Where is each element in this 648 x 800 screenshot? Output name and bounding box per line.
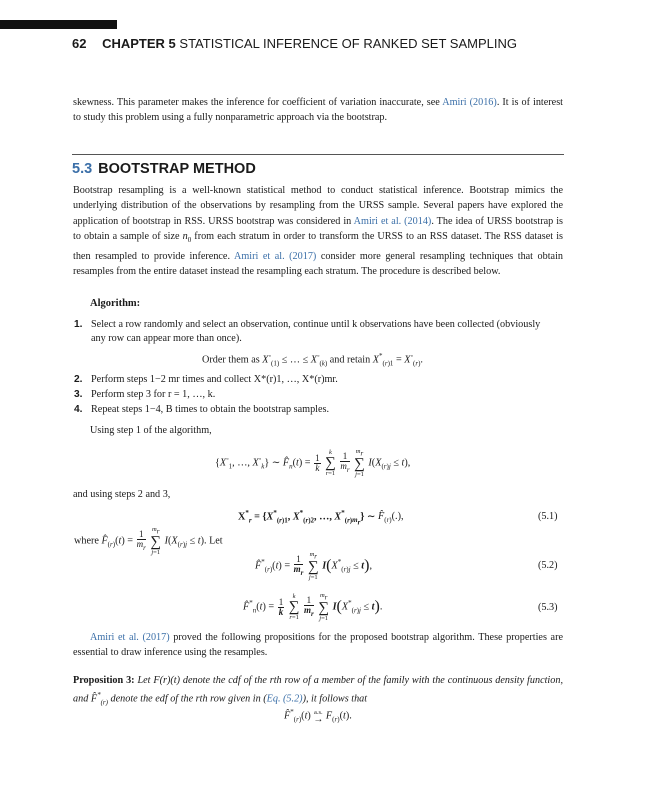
equation-5-1: $X^*_r = \{X^*_{(r)1}$, $X^*_{(r)2}$, …, $X^*_{(r)m_r}$} ∼ $F̂_{(r)}(.)$, [238,509,404,527]
chapter-label: CHAPTER 5 [102,36,176,51]
para1-text: Bootstrap resampling is a well-known statistical method to conduct statistical inference. Bootstrap mimics the underlying distribution of the observations by resampling from the URSS sample. Several papers have explored the application of bootstrap in RSS. URSS bootstrap was considered in [73,185,563,227]
retain-text: and retain [329,354,371,366]
propositions-paragraph [73,630,563,661]
proposition-3: Proposition 3: Let F(r)(t) denote the cdf of the rth row of a member of the family with the continuous density function, and $F̂^*_{(r)}$ denote the edf of the rth row given in (Eq. (5.2)), it follows that [73,675,563,707]
let-text: . Let [203,535,223,547]
proposition-text: denote the edf of the rth row given in ( [107,693,267,705]
section-heading [72,161,256,177]
para2-text: proved the following propositions for the proposed bootstrap algorithm. These properties are essential to draw inference using the resamples. [73,632,563,659]
step-text: Perform step 3 for r = 1, …, k. [91,389,216,400]
para1-text: from each stratum in order to transform the URSS to an RSS dataset. The RSS dataset is then resampled to provide inference. [73,231,563,262]
algorithm-step [74,373,544,387]
proposition-label: Proposition 3: [73,675,135,686]
proposition-text: ), it follows that [302,693,368,705]
order-equation: Order them as $X^◦_{(1)}$ ≤ … ≤ $X^◦_{(k)}$ and retain $X^*_{(r)1} = X^◦_{(r)}$. [202,352,423,368]
bootstrap-paragraph: Bootstrap resampling is a well-known statistical method to conduct statistical inference. Bootstrap mimics the underlying distribution of the observations by resampling from the URSS sample. Several papers have explored the application of bootstrap in RSS. URSS bootstrap was considered in Amiri et al. (2014). The idea of URSS bootstrap is to obtain a sample of size $n_0$ from each stratum in order to transform the URSS to an RSS dataset. The RSS dataset is then resampled to provide inference. Amiri et al. (2017) consider more general resampling techniques that obtain resamples from the entire dataset instead the resampling each stratum. The procedure is described below. [73,185,564,278]
equation-empirical-cdf: {$X^◦_1$, …, $X^◦_k$} ∼ $F̂_n(t)$ = $\frac{1}{k}$ k ∑ r=1 $\frac{1}{m_r}$ $m_r$ ∑ j=1 $I(X_{(r)j} \le t)$, [215,448,411,479]
convergence-equation: $F̂^*_{(r)}(t)$ a.s. → $F_{(r)}(t)$. [284,708,352,726]
step-number: 1. [74,319,83,330]
para1-text: . The idea of URSS bootstrap is to obtain a sample of size [73,215,563,243]
cite-amiri-2017[interactable]: Amiri et al. (2017) [233,250,317,262]
order-text: Order them as [202,354,260,366]
step-text: Select a row randomly and select an observation, continue until k observations have been collected (obviously any row can appear more than once). [91,319,541,344]
and-using-text: and using steps 2 and 3, [73,489,171,500]
running-header [72,36,517,51]
step-number: 2. [74,374,83,385]
para1-text: consider more general resampling techniques that obtain resamples from the entire dataset instead the resampling each stratum. The procedure is described below. [73,250,564,278]
intro-text: skewness. This parameter makes the inference for coefficient of variation inaccurate, see [73,97,443,108]
section-divider [72,154,564,155]
algorithm-heading: Algorithm: [90,298,141,309]
equation-5-2: $F̂^*_{(r)}(t)$ = $\frac{1}{m_r}$ $m_r$ ∑ j=1 $I(X^*_{(r)j} \le t)$, [255,551,372,582]
section-title: BOOTSTRAP METHOD [98,161,256,177]
cite-amiri-2016[interactable]: Amiri (2016) [442,97,497,108]
cite-amiri-2014[interactable]: Amiri et al. (2014) [353,215,432,227]
step-text: Repeat steps 1−4, B times to obtain the bootstrap samples. [91,404,330,415]
equation-number-5-2: (5.2) [538,560,558,571]
step-text: Perform steps 1−2 mr times and collect X*(r)1, …, X*(r)mr. [91,374,338,385]
where-definition: where $F̂_{(r)}(t)$ = $\frac{1}{m_r}$ $m_r$ ∑ j=1 $I(X_{(r)j} \le t)$. Let [74,526,223,557]
proposition-text: Let F(r)(t) denote the cdf of the rth row of a member of the family with the continuous density function, and [73,675,563,705]
algorithm-step [74,403,544,417]
step-number: 3. [74,389,83,400]
step-number: 4. [74,404,83,415]
section-number: 5.3 [72,161,93,177]
using-step-text: Using step 1 of the algorithm, [90,425,212,436]
header-bar [0,20,117,29]
equation-number-5-3: (5.3) [538,602,558,613]
page-number: 62 [72,36,87,51]
equation-number-5-1: (5.1) [538,511,558,522]
eq-ref-5-2[interactable]: Eq. (5.2) [266,693,303,705]
as-label: a.s. [314,709,323,717]
intro-paragraph [73,95,563,126]
algorithm-step [74,318,544,346]
algorithm-step [74,388,544,402]
intro-text-end: . It is of interest to study this problem using a fully nonparametric approach via the bootstrap. [73,97,563,124]
where-text: where [74,535,99,547]
chapter-title: STATISTICAL INFERENCE OF RANKED SET SAMPLING [179,36,517,51]
cite-amiri-2017-b[interactable]: Amiri et al. (2017) [90,632,170,643]
equation-5-3: $F̂^*_n(t)$ = $\frac{1}{k}$ k ∑ r=1 $\frac{1}{m_r}$ $m_r$ ∑ j=1 $I(X^*_{(r)j} \le t)$. [243,592,383,623]
